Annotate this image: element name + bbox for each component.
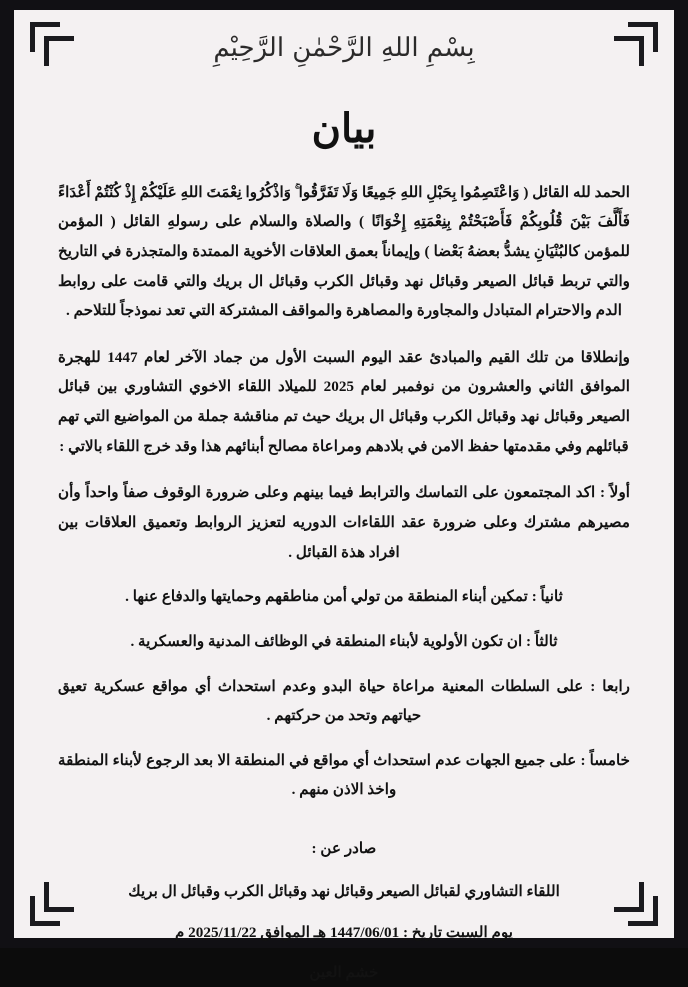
issuer-name: اللقاء التشاوري لقبائل الصيعر وقبائل نهد وقبائل الكرب وقبائل ال بريك [128,883,560,901]
issue-date: يوم السبت تاريخ : 1447/06/01 هـ الموافق 2025/11/22 م [174,923,514,941]
frame-border-left [0,0,14,948]
page-title: بيان [311,105,377,151]
basmala-calligraphy: بِسْمِ اللهِ الرَّحْمٰنِ الرَّحِيْمِ [213,33,475,63]
paragraph-preamble: الحمد لله القائل ( وَاعْتَصِمُوا بِحَبْلِ اللهِ جَمِيعًا وَلَا تَفَرَّقُوا ۚ وَاذْكُرُوا نِعْمَتَ اللهِ عَلَيْكُمْ إِذْ كُنْتُمْ أَعْدَاءً فَأَلَّفَ بَيْنَ قُلُوبِكُمْ فَأَصْبَحْتُمْ بِنِعْمَتِهِ إِخْوَانًا ) والصلاة والسلام على رسولهِ القائل ( المؤمن للمؤمن كالبُنْيَانِ يشدُّ بعضهُ بَعْضا ) وإيماناً بعمق العلاقات الأخوية الممتدة والمتجذرة في التاريخ والتي تربط قبائل الصيعر وقبائل نهد وقبائل الكرب وقبائل ال بريك والتي قامت على روابط الدم والاحترام المتبادل والمجاورة والمصاهرة والمواقف المشتركة التي تعد نموذجاً للتلاحم . [58,183,630,320]
clause-third: ثالثاً : ان تكون الأولوية لأبناء المنطقة في الوظائف المدنية والعسكرية . [130,632,558,650]
document-content [58,28,630,982]
frame-border-right [674,0,688,948]
clause-fourth: رابعا : على السلطات المعنية مراعاة حياة البدو وعدم استحداث أي مواقع عسكرية تعيق حياتهم وتحد من حركتهم . [58,677,630,725]
paragraph-meeting: وإنطلاقا من تلك القيم والمبادئ عقد اليوم السبت الأول من جماد الآخر لعام 1447 للهجرة الموافق الثاني والعشرون من نوفمبر لعام 2025 للميلاد اللقاء الاخوي التشاوري بين قبائل الصيعر وقبائل نهد وقبائل الكرب وقبائل ال بريك حيث تم مناقشة جملة من المواضيع التي تهم قبائلهم وفي مقدمتها حفظ الامن في بلادهم ومراعاة مصالح أبنائهم هذا وقد خرج اللقاء بالاتي : [58,348,630,455]
issuer-label: صادر عن : [311,840,377,858]
frame-border-top [0,0,688,10]
issue-place: خشم العين [309,964,379,982]
clause-fifth: خامساً : على جميع الجهات عدم استحداث أي مواقع في المنطقة الا بعد الرجوع لأبناء المنطقة واخذ الاذن منهم . [58,751,630,799]
clause-second: ثانياً : تمكين أبناء المنطقة من تولي أمن مناطقهم وحمايتها والدفاع عنها . [125,588,563,606]
clause-first: أولاً : اكد المجتمعون على التماسك والترابط فيما بينهم وعلى ضرورة الوقوف صفاً واحداً وأن مصيرهم مشترك وعلى ضرورة عقد اللقاءات الدوريه لتعزيز الروابط وتعميق العلاقات بين افراد هذة القبائل . [58,484,630,561]
document-footer [58,835,630,986]
paper-sheet [14,10,674,982]
